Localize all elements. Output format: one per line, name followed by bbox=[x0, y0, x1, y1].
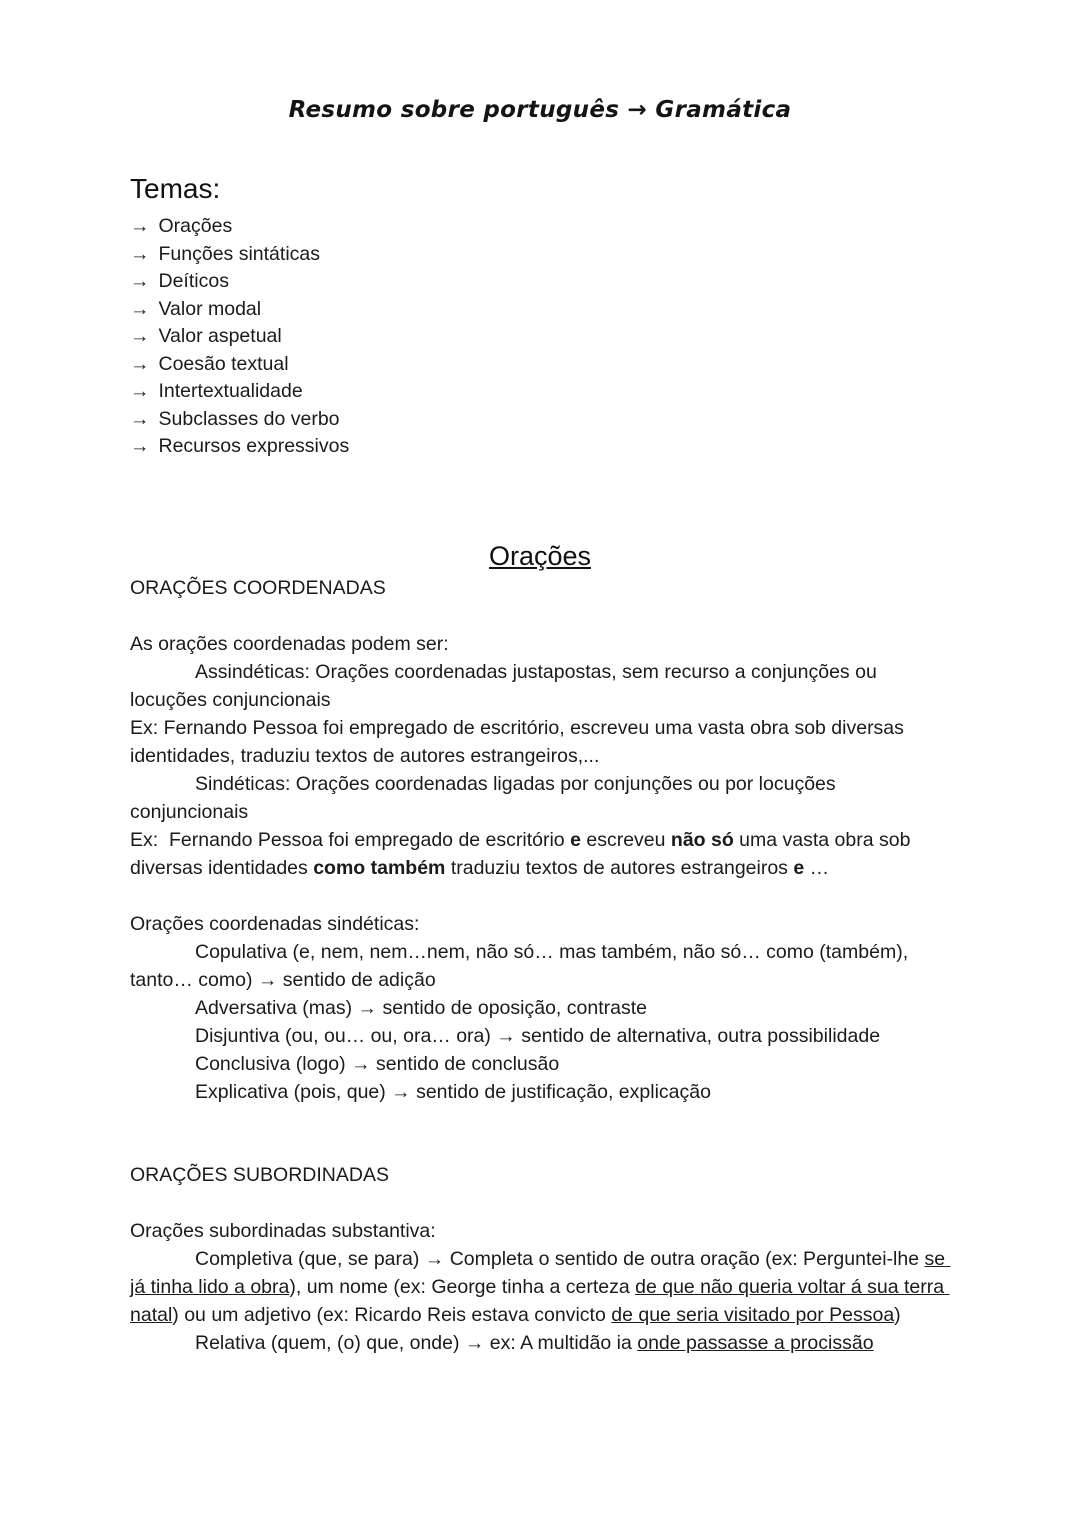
paragraph-completiva: Completiva (que, se para) → Completa o sentido de outra oração (ex: Perguntei-lhe se já tinha lido a obra), um nome (ex: George tinha a certeza de que não queria voltar á sua terra natal) ou um adjetivo (ex: Ricardo Reis estava convicto de que seria visitado por Pessoa) bbox=[130, 1247, 951, 1326]
list-item bbox=[130, 213, 950, 241]
paragraph-sindeticas-def: Sindéticas: Orações coordenadas ligadas por conjunções ou por locuções conjuncionais bbox=[130, 772, 842, 823]
handwritten-title: Resumo sobre português → Gramática bbox=[288, 97, 792, 123]
section-title-oracoes: Orações bbox=[488, 540, 592, 571]
arrow-icon: → bbox=[130, 297, 150, 320]
list-item bbox=[130, 351, 950, 379]
tema-label: Coesão textual bbox=[158, 352, 289, 375]
document-body bbox=[130, 173, 950, 1357]
arrow-icon: → bbox=[130, 380, 150, 402]
sindetica-item-explicativa: Explicativa (pois, que) → sentido de justificação, explicação bbox=[195, 1080, 711, 1103]
coordenadas-heading: ORAÇÕES COORDENADAS bbox=[130, 576, 386, 599]
list-item bbox=[130, 378, 950, 406]
tema-label: Funções sintáticas bbox=[158, 242, 320, 265]
tema-label: Valor aspetual bbox=[158, 325, 282, 347]
tema-label: Subclasses do verbo bbox=[158, 407, 340, 430]
subordinadas-heading: ORAÇÕES SUBORDINADAS bbox=[130, 1163, 389, 1186]
list-item bbox=[130, 323, 950, 351]
arrow-icon: → bbox=[130, 242, 150, 265]
arrow-icon: → bbox=[130, 352, 150, 375]
substantiva-heading: Orações subordinadas substantiva: bbox=[130, 1219, 436, 1242]
sindetica-item-copulativa: Copulativa (e, nem, nem…nem, não só… mas também, não só… como (também), tanto… como) → sentido de adição bbox=[130, 940, 914, 991]
arrow-icon: → bbox=[130, 325, 150, 347]
tema-label: Recursos expressivos bbox=[158, 435, 350, 457]
arrow-icon: → bbox=[130, 435, 150, 457]
paragraph-exemplo-2: Ex: Fernando Pessoa foi empregado de escritório e escreveu não só uma vasta obra sob diversas identidades como também traduziu textos de autores estrangeiros e … bbox=[130, 828, 916, 879]
sindeticas-heading: Orações coordenadas sindéticas: bbox=[130, 912, 420, 935]
temas-heading: Temas: bbox=[130, 173, 221, 204]
tema-label: Deíticos bbox=[158, 270, 229, 292]
paragraph-assindeticas: Assindéticas: Orações coordenadas justapostas, sem recurso a conjunções ou locuções conjuncionais bbox=[130, 660, 883, 711]
paragraph-coordenadas-intro: As orações coordenadas podem ser: bbox=[130, 632, 449, 655]
list-item bbox=[130, 433, 950, 461]
arrow-icon: → bbox=[130, 215, 150, 237]
sindetica-item-disjuntiva: Disjuntiva (ou, ou… ou, ora… ora) → sentido de alternativa, outra possibilidade bbox=[195, 1024, 881, 1047]
sindetica-item-adversativa: Adversativa (mas) → sentido de oposição, contraste bbox=[195, 996, 647, 1019]
list-item bbox=[130, 241, 950, 269]
paragraph-exemplo-1: Ex: Fernando Pessoa foi empregado de escritório, escreveu uma vasta obra sob diversas identidades, traduziu textos de autores estrangeiros,... bbox=[130, 716, 910, 767]
tema-label: Valor modal bbox=[158, 297, 262, 320]
tema-label: Orações bbox=[158, 215, 233, 237]
temas-list bbox=[130, 213, 950, 461]
sindetica-item-conclusiva: Conclusiva (logo) → sentido de conclusão bbox=[195, 1052, 560, 1075]
list-item bbox=[130, 296, 950, 324]
list-item bbox=[130, 406, 950, 434]
tema-label: Intertextualidade bbox=[158, 380, 303, 402]
paragraph-relativa: Relativa (quem, (o) que, onde) → ex: A multidão ia onde passasse a procissão bbox=[195, 1331, 874, 1354]
arrow-icon: → bbox=[130, 270, 150, 292]
list-item bbox=[130, 268, 950, 296]
arrow-icon: → bbox=[130, 407, 150, 430]
